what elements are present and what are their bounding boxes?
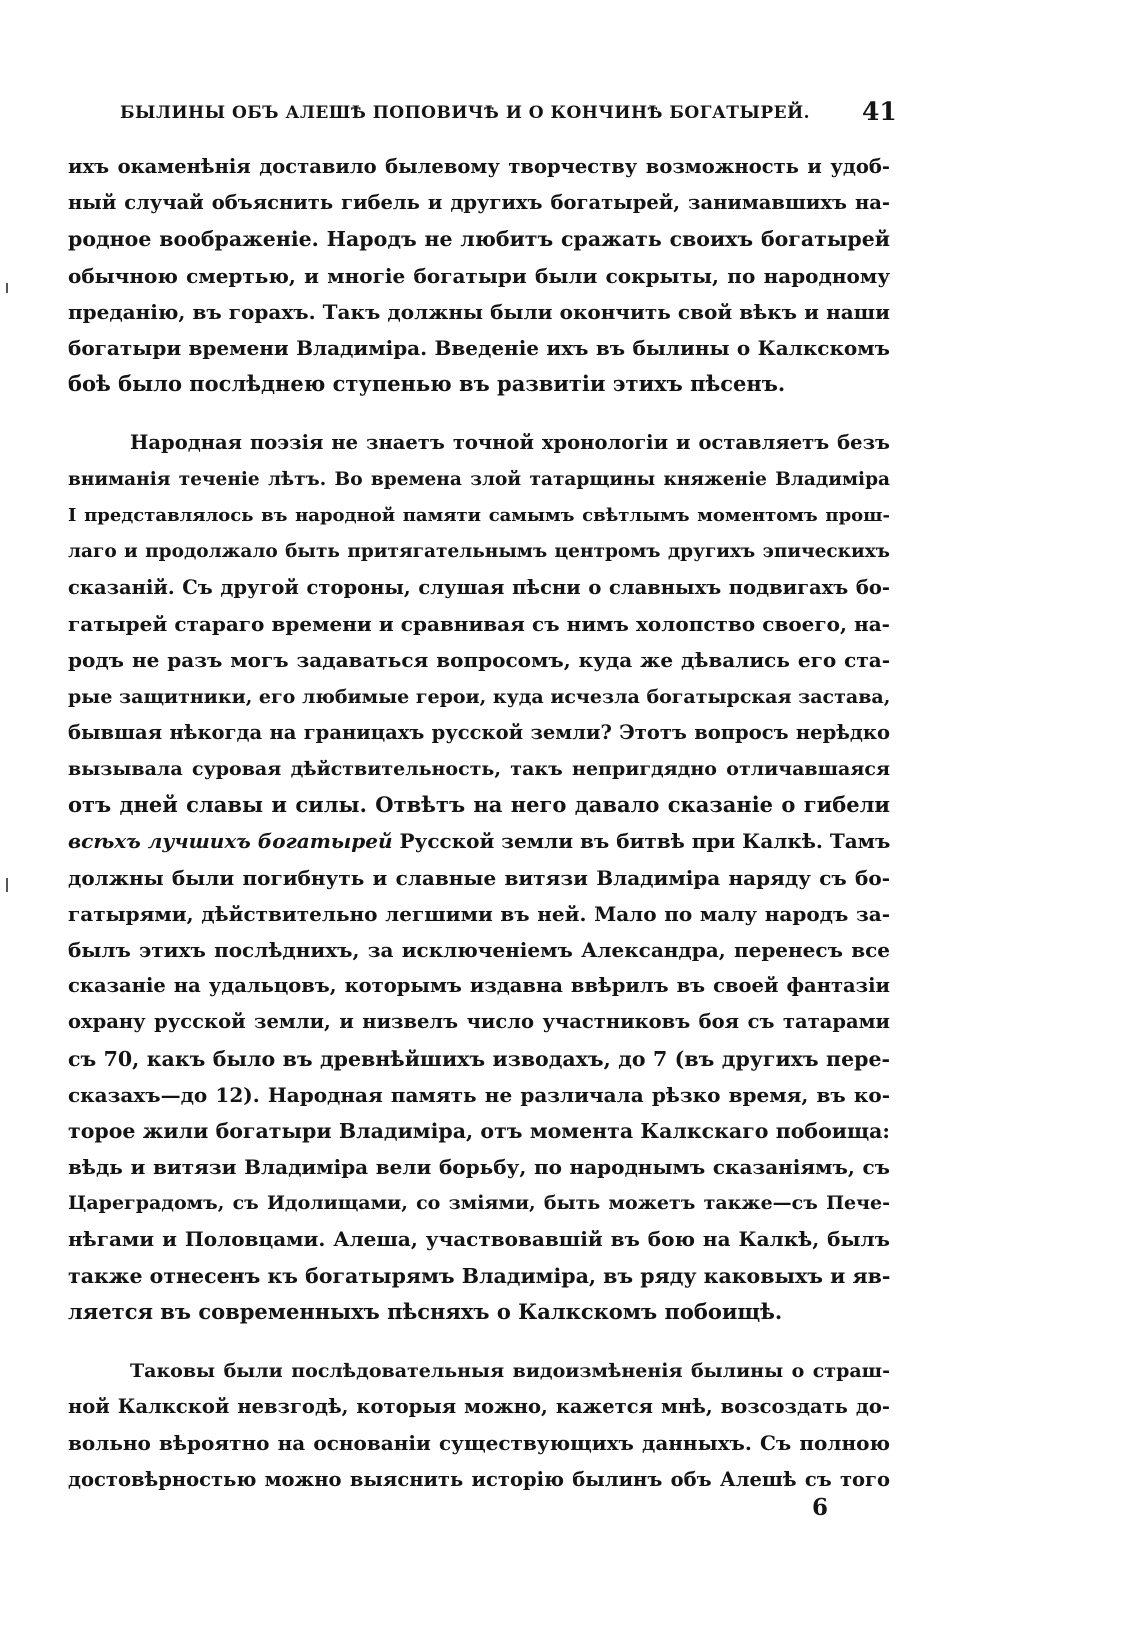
text-line: преданію, въ горахъ. Такъ должны были окончить свой вѣкъ и наши <box>68 299 890 324</box>
margin-mark <box>6 283 8 293</box>
signature-mark: 6 <box>812 1494 829 1521</box>
text-line-italic <box>68 823 890 859</box>
text-line: боѣ было послѣднею ступенью въ развитіи этихъ пѣсенъ. <box>68 371 786 397</box>
paragraph-2 <box>68 425 890 1330</box>
text-line: Народная поэзія не знаетъ точной хронологіи и оставляетъ безъ <box>130 431 890 455</box>
text-line: богатыри времени Владиміра. Введеніе ихъ въ былины о Калкскомъ <box>68 335 890 360</box>
margin-mark <box>6 878 8 892</box>
text-line: родъ не разъ могъ задаваться вопросомъ, куда же дѣвались его ста- <box>68 648 890 673</box>
text-line: гатырей стараго времени и сравнивая съ нимъ холопство своего, на- <box>68 612 890 637</box>
running-title: БЫЛИНЫ ОБЪ АЛЕШѢ ПОПОВИЧѢ И О КОНЧИНѢ БОГАТЫРЕЙ. <box>120 103 811 123</box>
page-number: 41 <box>862 97 897 126</box>
text-line: Цареградомъ, съ Идолищами, со зміями, быть можетъ также—съ Пече- <box>68 1192 890 1215</box>
text-line: Таковы были послѣдовательныя видоизмѣненія былины о страш- <box>130 1360 890 1382</box>
italic-phrase: всѣхъ лучшихъ богатырей <box>68 829 393 854</box>
text-line: I представлялось въ народной памяти самымъ свѣтлымъ моментомъ прош- <box>68 504 890 526</box>
text-line: отъ дней славы и силы. Отвѣтъ на него давало сказаніе о гибели <box>68 792 890 818</box>
line-rest: Русской земли въ битвѣ при Калкѣ. Тамъ <box>392 829 891 854</box>
text-line: вниманія теченіе лѣтъ. Во времена злой татарщины княженіе Владиміра <box>68 468 890 490</box>
text-line: нѣгами и Половцами. Алеша, участвовавшій въ бою на Калкѣ, былъ <box>68 1227 890 1252</box>
paragraph-3 <box>68 1353 890 1498</box>
text-line: гатырями, дѣйствительно легшими въ ней. Мало по малу народъ за- <box>68 901 890 926</box>
text-line: охрану русской земли, и низвелъ число участниковъ боя съ татарами <box>68 1010 890 1034</box>
paragraph-1 <box>68 149 890 402</box>
text-line: вольно вѣроятно на основаніи существующихъ данныхъ. Съ полною <box>68 1431 890 1456</box>
text-line: должны были погибнуть и славные витязи Владиміра наряду съ бо- <box>68 865 890 890</box>
text-line: ляется въ современныхъ пѣсняхъ о Калкскомъ побоищѣ. <box>68 1298 783 1324</box>
text-line: рые защитники, его любимые герои, куда исчезла богатырская застава, <box>68 685 891 708</box>
text-line: вѣдь и витязи Владиміра вели борьбу, по народнымъ сказаніямъ, съ <box>68 1155 890 1180</box>
body-text <box>68 149 890 1498</box>
text-line: также отнесенъ къ богатырямъ Владиміра, въ ряду каковыхъ и яв- <box>68 1263 891 1288</box>
text-line: ной Калкской невзгодѣ, которыя можно, кажется мнѣ, возсоздать до- <box>68 1395 890 1419</box>
text-line: вызывала суровая дѣйствительность, такъ непригдядно отличавшаяся <box>68 758 890 780</box>
text-line: лаго и продолжало быть притягательнымъ центромъ другихъ эпическихъ <box>68 540 890 562</box>
text-line: сказаніе на удальцовъ, которымъ издавна ввѣрилъ въ своей фантазіи <box>68 974 890 998</box>
text-line: бывшая нѣкогда на границахъ русской земли? Этотъ вопросъ нерѣдко <box>68 720 890 744</box>
text-line: обычною смертью, и многіе богатыри были сокрыты, по народному <box>68 263 890 288</box>
text-line: ный случай объяснить гибель и другихъ богатырей, занимавшихъ на- <box>68 191 890 215</box>
text-line: достовѣрностью можно выяснить исторію былинъ объ Алешѣ съ того <box>68 1467 890 1491</box>
text-line: былъ этихъ послѣднихъ, за исключеніемъ Александра, перенесъ все <box>68 937 890 962</box>
text-line: сказаній. Съ другой стороны, слушая пѣсни о славныхъ подвигахъ бо- <box>68 576 890 600</box>
text-line: ихъ окаменѣнія доставило былевому творчеству возможность и удоб- <box>68 155 890 178</box>
text-line: съ 70, какъ было въ древнѣйшихъ изводахъ, до 7 (въ другихъ пере- <box>68 1046 890 1071</box>
text-line: сказахъ—до 12). Народная память не различала рѣзко время, въ ко- <box>68 1082 890 1107</box>
text-line: торое жили богатыри Владиміра, отъ момента Калкскаго побоища: <box>68 1118 890 1143</box>
text-line: родное воображеніе. Народъ не любитъ сражать своихъ богатырей <box>68 227 890 252</box>
